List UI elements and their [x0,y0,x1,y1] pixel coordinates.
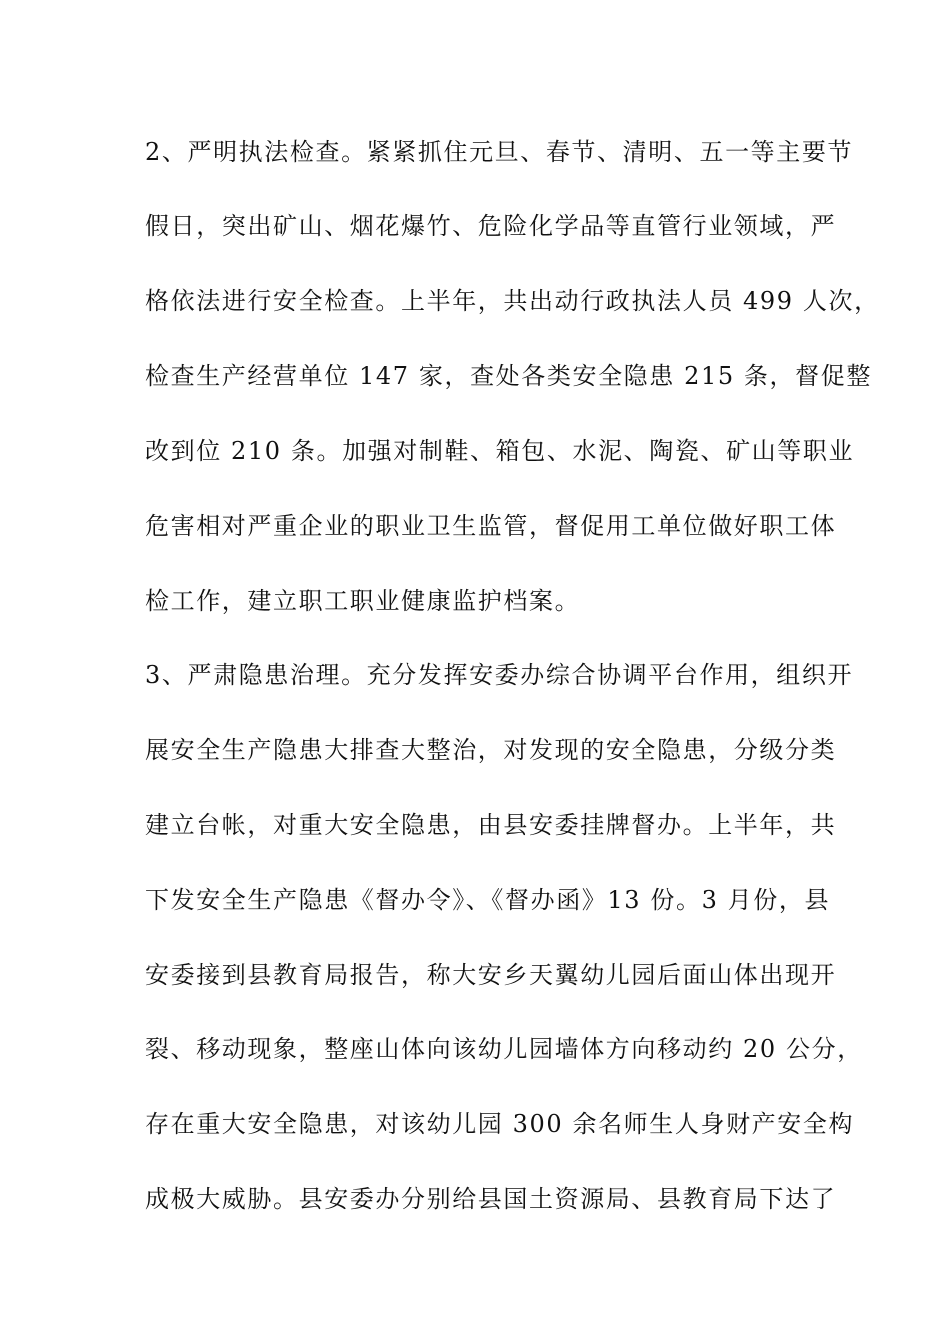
text-line-6: 危害相对严重企业的职业卫生监管，督促用工单位做好职工体 [145,512,837,540]
text-line-9: 展安全生产隐患大排查大整治，对发现的安全隐患，分级分类 [145,736,837,764]
text-line-10: 建立台帐，对重大安全隐患，由县安委挂牌督办。上半年，共 [145,811,837,839]
text-line-15: 成极大威胁。县安委办分别给县国土资源局、县教育局下达了 [145,1185,837,1213]
text-line-2: 假日，突出矿山、烟花爆竹、危险化学品等直管行业领域，严 [145,212,837,240]
text-line-12: 安委接到县教育局报告，称大安乡天翼幼儿园后面山体出现开 [145,961,837,989]
text-line-7: 检工作，建立职工职业健康监护档案。 [145,587,581,615]
text-line-13: 裂、移动现象，整座山体向该幼儿园墙体方向移动约 20 公分， [145,1035,863,1063]
text-line-8: 3、严肃隐患治理。充分发挥安委办综合协调平台作用，组织开 [145,661,854,689]
text-line-14: 存在重大安全隐患，对该幼儿园 300 余名师生人身财产安全构 [145,1110,855,1138]
text-line-4: 检查生产经营单位 147 家，查处各类安全隐患 215 条，督促整 [145,362,872,390]
text-line-11: 下发安全生产隐患《督办令》、《督办函》13 份。3 月份，县 [145,886,831,914]
text-line-5: 改到位 210 条。加强对制鞋、箱包、水泥、陶瓷、矿山等职业 [145,437,855,465]
text-line-3: 格依法进行安全检查。上半年，共出动行政执法人员 499 人次， [145,287,880,315]
text-line-1: 2、严明执法检查。紧紧抓住元旦、春节、清明、五一等主要节 [145,138,854,166]
